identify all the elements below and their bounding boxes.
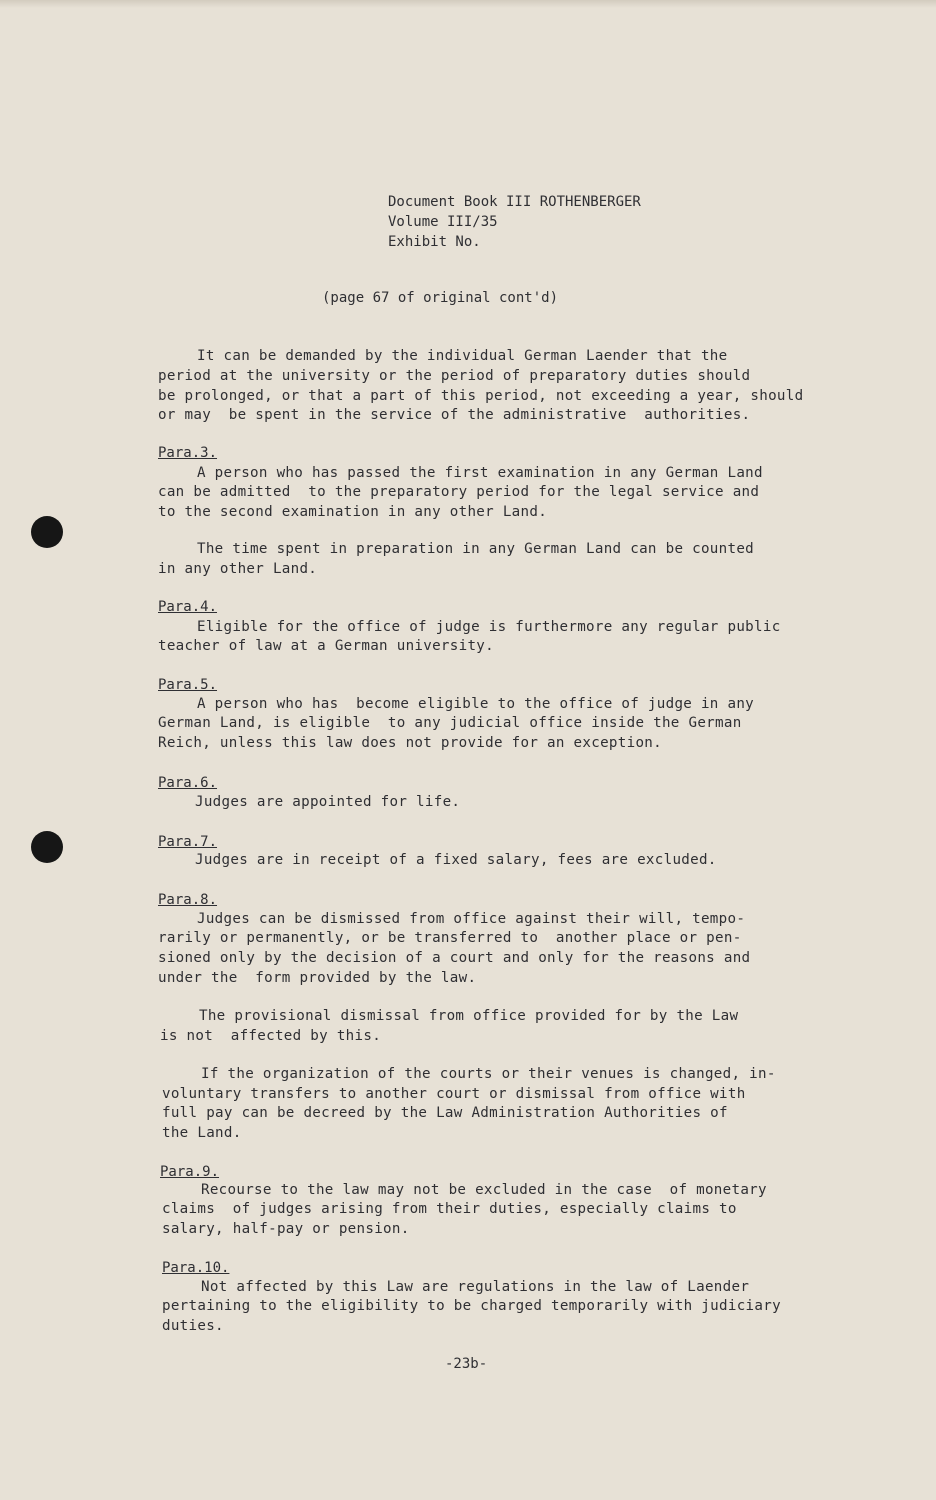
text-line: voluntary transfers to another court or dismissal from office with <box>162 1086 746 1102</box>
text-line: the Land. <box>162 1125 242 1141</box>
text-line: claims of judges arising from their duties, especially claims to <box>162 1201 737 1217</box>
text-line: sioned only by the decision of a court and only for the reasons and <box>158 950 751 966</box>
text-line: teacher of law at a German university. <box>158 638 494 654</box>
text-line: duties. <box>162 1318 224 1334</box>
volume-line: Volume III/35 <box>388 214 498 230</box>
para-9-heading: Para.9. <box>160 1164 220 1180</box>
text-line: Judges can be dismissed from office against their will, tempo- <box>197 911 746 927</box>
para-8-heading: Para.8. <box>158 892 218 908</box>
page-note: (page 67 of original cont'd) <box>322 290 559 306</box>
text-line: It can be demanded by the individual German Laender that the <box>197 348 728 364</box>
text-line: under the form provided by the law. <box>158 970 477 986</box>
document-header <box>388 192 641 252</box>
text-line: is not affected by this. <box>160 1028 382 1044</box>
exhibit-line: Exhibit No. <box>388 234 481 250</box>
punch-hole <box>31 831 63 863</box>
para-7-heading: Para.7. <box>158 834 218 850</box>
document-book-line: Document Book III ROTHENBERGER <box>388 194 641 210</box>
text-line: to the second examination in any other Land. <box>158 504 548 520</box>
text-line: Not affected by this Law are regulations in the law of Laender <box>201 1279 750 1295</box>
text-line: German Land, is eligible to any judicial office inside the German <box>158 715 742 731</box>
text-line: or may be spent in the service of the administrative authorities. <box>158 407 751 423</box>
text-line: pertaining to the eligibility to be charged temporarily with judiciary <box>162 1298 781 1314</box>
text-line: full pay can be decreed by the Law Administration Authorities of <box>162 1105 728 1121</box>
page-edge-shadow <box>0 0 936 8</box>
para-3-heading: Para.3. <box>158 445 218 461</box>
text-line: Recourse to the law may not be excluded in the case of monetary <box>201 1182 767 1198</box>
page-number: -23b- <box>445 1356 488 1372</box>
para-10-heading: Para.10. <box>162 1260 230 1276</box>
text-line: Judges are appointed for life. <box>195 794 461 810</box>
para-4-heading: Para.4. <box>158 599 218 615</box>
text-line: Eligible for the office of judge is furthermore any regular public <box>197 619 781 635</box>
text-line: be prolonged, or that a part of this period, not exceeding a year, should <box>158 388 804 404</box>
para-6-heading: Para.6. <box>158 775 218 791</box>
text-line: Reich, unless this law does not provide for an exception. <box>158 735 662 751</box>
para-5-heading: Para.5. <box>158 677 218 693</box>
text-line: rarily or permanently, or be transferred to another place or pen- <box>158 930 742 946</box>
text-line: A person who has passed the first examination in any German Land <box>197 465 763 481</box>
text-line: If the organization of the courts or their venues is changed, in- <box>201 1066 776 1082</box>
punch-hole <box>31 516 63 548</box>
text-line: period at the university or the period of preparatory duties should <box>158 368 751 384</box>
text-line: Judges are in receipt of a fixed salary, fees are excluded. <box>195 852 717 868</box>
text-line: A person who has become eligible to the office of judge in any <box>197 696 755 712</box>
text-line: in any other Land. <box>158 561 318 577</box>
text-line: can be admitted to the preparatory period for the legal service and <box>158 484 760 500</box>
text-line: salary, half-pay or pension. <box>162 1221 410 1237</box>
text-line: The time spent in preparation in any German Land can be counted <box>197 541 755 557</box>
text-line: The provisional dismissal from office provided for by the Law <box>199 1008 739 1024</box>
